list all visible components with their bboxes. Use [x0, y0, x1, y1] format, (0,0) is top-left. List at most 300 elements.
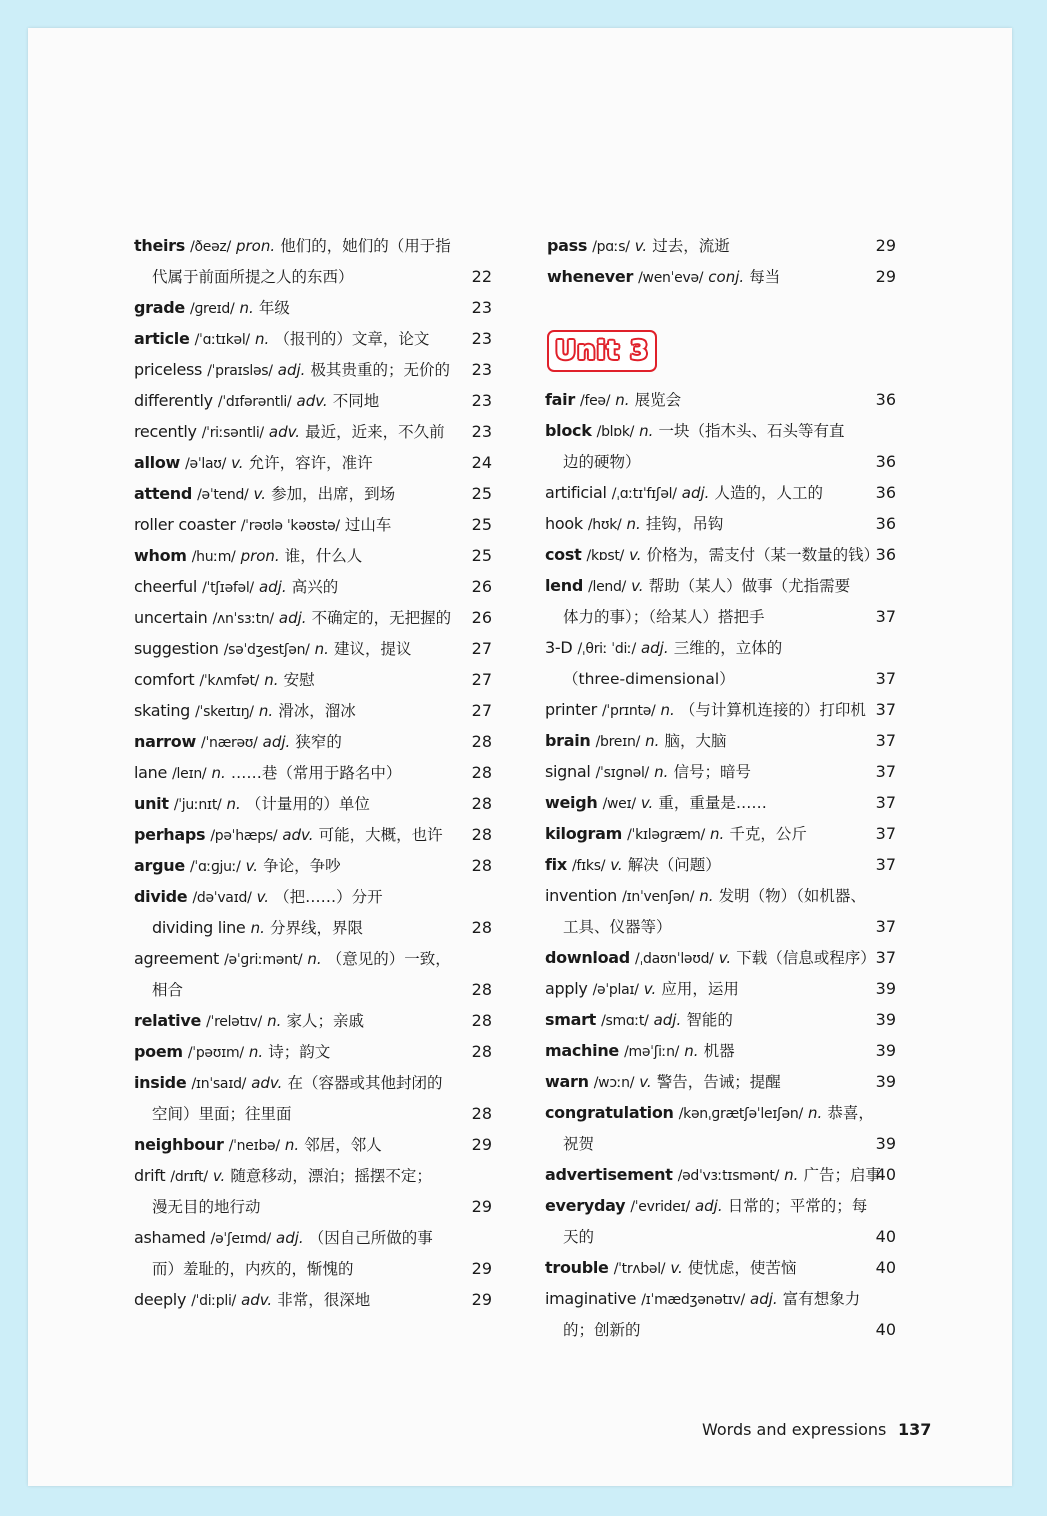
- definition: 相合: [152, 981, 184, 999]
- part-of-speech: adv.: [241, 1291, 273, 1309]
- definition: （与计算机连接的）打印机: [679, 701, 866, 719]
- page-ref: 37: [875, 607, 896, 626]
- part-of-speech: n.: [615, 391, 630, 409]
- definition: 他们的，她们的（用于指: [280, 237, 451, 255]
- entry-line: [545, 510, 723, 538]
- unit-heading-badge: [547, 330, 657, 372]
- phonetic: /kɒst/: [586, 548, 624, 564]
- phonetic: /əˈlaʊ/: [185, 456, 227, 472]
- definition: 诗；韵文: [268, 1043, 331, 1061]
- phonetic: /ˈjuːnɪt/: [173, 797, 222, 813]
- page-ref: 23: [471, 329, 492, 348]
- definition: 安慰: [283, 671, 315, 689]
- headword: uncertain: [134, 608, 208, 627]
- part-of-speech: v.: [631, 577, 644, 595]
- phonetic: /ˈevrideɪ/: [630, 1199, 690, 1215]
- phonetic: /huːm/: [191, 549, 236, 565]
- definition: 三维的，立体的: [673, 639, 783, 657]
- part-of-speech: v.: [643, 980, 657, 998]
- definition: （因自己所做的事: [308, 1229, 433, 1247]
- headword: artificial: [545, 483, 607, 502]
- headword: lane: [134, 763, 168, 782]
- page-ref: 39: [875, 1041, 896, 1060]
- entry-line: [545, 944, 876, 972]
- headword: warn: [545, 1072, 589, 1091]
- page-ref: 23: [471, 298, 492, 317]
- phonetic: /ˈtʃɪəfəl/: [202, 580, 254, 596]
- definition: 发明（物）（如机器、: [718, 887, 866, 905]
- headword: cost: [545, 545, 582, 564]
- definition: （计量用的）单位: [245, 795, 370, 813]
- headword: invention: [545, 886, 617, 905]
- definition: 展览会: [634, 391, 682, 409]
- part-of-speech: adv.: [282, 826, 314, 844]
- part-of-speech: n.: [250, 919, 265, 937]
- entry-line: [545, 851, 721, 879]
- headword: signal: [545, 762, 591, 781]
- headword: grade: [134, 298, 185, 317]
- definition: 信号；暗号: [673, 763, 751, 781]
- entry-line: [545, 1254, 796, 1282]
- definition: 家人；亲戚: [286, 1012, 364, 1030]
- headword: block: [545, 421, 592, 440]
- entry-line: [563, 1130, 594, 1158]
- definition: 可能，大概，也许: [318, 826, 443, 844]
- definition: 邻居，邻人: [304, 1136, 382, 1154]
- page-ref: 40: [875, 1227, 896, 1246]
- part-of-speech: conj.: [708, 268, 745, 286]
- definition: 体力的事）；（给某人）搭把手: [563, 608, 765, 626]
- entry-line: [545, 975, 739, 1003]
- entry-line: [547, 232, 730, 260]
- headword: ashamed: [134, 1228, 206, 1247]
- entry-line: [545, 1192, 867, 1220]
- page-ref: 26: [471, 577, 492, 596]
- part-of-speech: n.: [684, 1042, 699, 1060]
- part-of-speech: n.: [211, 764, 226, 782]
- definition: 应用，运用: [661, 980, 739, 998]
- definition: 滑冰，溜冰: [278, 702, 356, 720]
- page-ref: 29: [471, 1135, 492, 1154]
- entry-line: [563, 913, 672, 941]
- part-of-speech: adj.: [277, 361, 306, 379]
- page-ref: 25: [471, 546, 492, 565]
- part-of-speech: pron.: [235, 237, 276, 255]
- headword: article: [134, 329, 190, 348]
- definition: 最近，近来，不久前: [305, 423, 445, 441]
- headword: advertisement: [545, 1165, 673, 1184]
- part-of-speech: v.: [640, 794, 654, 812]
- definition: 工具、仪器等）: [563, 918, 672, 936]
- page-number: 137: [898, 1420, 932, 1439]
- part-of-speech: adj.: [278, 609, 307, 627]
- phonetic: /ðeəz/: [190, 239, 231, 255]
- phonetic: /səˈdʒestʃən/: [223, 642, 310, 658]
- definition: 空间）里面；往里面: [152, 1105, 292, 1123]
- part-of-speech: n.: [654, 763, 669, 781]
- definition: 千克，公斤: [729, 825, 807, 843]
- phonetic: /weɪ/: [602, 796, 636, 812]
- part-of-speech: n.: [626, 515, 641, 533]
- definition: 过山车: [344, 516, 392, 534]
- headword: kilogram: [545, 824, 623, 843]
- definition: 下载（信息或程序）: [736, 949, 876, 967]
- definition: 高兴的: [291, 578, 339, 596]
- part-of-speech: adj.: [653, 1011, 682, 1029]
- part-of-speech: v.: [610, 856, 623, 874]
- part-of-speech: n.: [226, 795, 241, 813]
- definition: 在（容器或其他封闭的: [287, 1074, 443, 1092]
- page-ref: 28: [471, 856, 492, 875]
- page-ref: 37: [875, 700, 896, 719]
- part-of-speech: adj.: [640, 639, 669, 657]
- entry-line: [545, 1006, 733, 1034]
- headword: narrow: [134, 732, 196, 751]
- phonetic: /dəˈvaɪd/: [192, 890, 252, 906]
- definition: 帮助（某人）做事（尤指需要: [648, 577, 851, 595]
- headword: drift: [134, 1166, 166, 1185]
- definition: 年级: [258, 299, 290, 317]
- headword: divide: [134, 887, 188, 906]
- part-of-speech: v.: [718, 949, 732, 967]
- part-of-speech: adj.: [258, 578, 287, 596]
- headword: 3-D: [545, 638, 573, 657]
- page-ref: 28: [471, 732, 492, 751]
- page-ref: 37: [875, 948, 896, 967]
- definition: 脑，大脑: [664, 732, 727, 750]
- page-ref: 36: [875, 452, 896, 471]
- part-of-speech: adv.: [251, 1074, 283, 1092]
- phonetic: /ɪˈmædʒənətɪv/: [641, 1292, 745, 1308]
- definition: 分界线，界限: [269, 919, 363, 937]
- part-of-speech: n.: [710, 825, 725, 843]
- phonetic: /wɔːn/: [593, 1075, 635, 1091]
- definition: 机器: [703, 1042, 735, 1060]
- entry-line: [545, 417, 845, 445]
- definition: 边的硬物）: [563, 453, 641, 471]
- definition: 谁，什么人: [284, 547, 363, 565]
- phonetic: /əˈɡriːmənt/: [224, 952, 303, 968]
- page-ref: 29: [471, 1290, 492, 1309]
- page-ref: 36: [875, 545, 896, 564]
- page-ref: 27: [471, 701, 492, 720]
- part-of-speech: n.: [267, 1012, 282, 1030]
- phonetic: /ədˈvɜːtɪsmənt/: [677, 1168, 780, 1184]
- part-of-speech: v.: [634, 237, 648, 255]
- part-of-speech: n.: [807, 1104, 823, 1122]
- entry-line: [545, 696, 866, 724]
- part-of-speech: n.: [639, 422, 654, 440]
- entry-line: [545, 572, 850, 600]
- headword: lend: [545, 576, 583, 595]
- definition: 漫无目的地行动: [152, 1198, 261, 1216]
- definition: 一块（指木头、石头等有直: [658, 422, 845, 440]
- page-ref: 29: [875, 267, 896, 286]
- definition: （把……）分开: [274, 888, 383, 906]
- phonetic: /ɪnˈvenʃən/: [622, 889, 695, 905]
- page-ref: 28: [471, 1042, 492, 1061]
- definition: （three-dimensional）: [563, 670, 735, 688]
- definition: 富有想象力: [782, 1290, 861, 1308]
- entry-line: [563, 603, 765, 631]
- phonetic: /ɪnˈsaɪd/: [191, 1076, 247, 1092]
- definition: 恭喜，: [827, 1104, 874, 1122]
- part-of-speech: n.: [248, 1043, 264, 1061]
- phonetic: /ˈneɪbə/: [228, 1138, 280, 1154]
- page-ref: 36: [875, 390, 896, 409]
- phonetic: /ˈprɪntə/: [602, 703, 656, 719]
- definition: 祝贺: [563, 1135, 595, 1153]
- phonetic: /feə/: [580, 393, 611, 409]
- phonetic: /ˌɑːtɪˈfɪʃəl/: [611, 486, 677, 502]
- definition: 参加，出席，到场: [271, 485, 396, 503]
- part-of-speech: adj.: [750, 1290, 778, 1308]
- phonetic: /hʊk/: [587, 517, 622, 533]
- part-of-speech: n.: [699, 887, 714, 905]
- definition: （报刊的）文章，论文: [274, 330, 430, 348]
- entry-line: [545, 1099, 874, 1127]
- page-ref: 37: [875, 855, 896, 874]
- phonetic: /blɒk/: [596, 424, 635, 440]
- page-ref: 29: [471, 1259, 492, 1278]
- page-ref: 26: [471, 608, 492, 627]
- phonetic: /breɪn/: [595, 734, 640, 750]
- headword: suggestion: [134, 639, 219, 658]
- page-ref: 37: [875, 762, 896, 781]
- headword: apply: [545, 979, 588, 998]
- page-ref: 24: [471, 453, 492, 472]
- part-of-speech: n.: [254, 330, 270, 348]
- headword: roller coaster: [134, 515, 236, 534]
- definition: 随意移动，漂泊；摇摆不定；: [230, 1167, 432, 1185]
- phonetic: /fɪks/: [571, 858, 606, 874]
- phonetic: /ˈpraɪsləs/: [207, 363, 273, 379]
- definition: 重，重量是……: [658, 794, 767, 812]
- page-ref: 37: [875, 669, 896, 688]
- entry-line: [545, 1285, 860, 1313]
- phonetic: /ˌdaʊnˈləʊd/: [635, 951, 714, 967]
- part-of-speech: adv.: [296, 392, 328, 410]
- definition: 智能的: [686, 1011, 733, 1029]
- entry-line: [545, 634, 782, 662]
- headword: imaginative: [545, 1289, 637, 1308]
- page-ref: 23: [471, 422, 492, 441]
- definition: 非常，很深地: [277, 1291, 371, 1309]
- headword: printer: [545, 700, 597, 719]
- phonetic: /pɑːs/: [592, 239, 630, 255]
- definition: 狭窄的: [295, 733, 342, 751]
- page-ref: 28: [471, 980, 492, 999]
- phonetic: /ˈsɪɡnəl/: [595, 765, 649, 781]
- part-of-speech: v.: [253, 485, 266, 503]
- headword: inside: [134, 1073, 187, 1092]
- headword: download: [545, 948, 630, 967]
- part-of-speech: n.: [314, 640, 329, 658]
- definition: 的；创新的: [563, 1321, 641, 1339]
- definition: 建议，提议: [334, 640, 412, 658]
- page-ref: 23: [471, 391, 492, 410]
- page-ref: 22: [471, 267, 492, 286]
- part-of-speech: v.: [629, 546, 642, 564]
- part-of-speech: adj.: [694, 1197, 723, 1215]
- part-of-speech: n.: [239, 299, 254, 317]
- entry-line: [545, 1037, 735, 1065]
- headword: unit: [134, 794, 169, 813]
- page-ref: 25: [471, 515, 492, 534]
- part-of-speech: adj.: [681, 484, 710, 502]
- definition: 使忧虑，使苦恼: [687, 1259, 797, 1277]
- phonetic: /ˈtrʌbəl/: [613, 1261, 666, 1277]
- part-of-speech: v.: [639, 1073, 652, 1091]
- headword: fix: [545, 855, 567, 874]
- page-ref: 39: [875, 1010, 896, 1029]
- footer-title: Words and expressions: [702, 1420, 887, 1439]
- page-ref: 29: [471, 1197, 492, 1216]
- page-ref: 39: [875, 1072, 896, 1091]
- definition: 解决（问题）: [627, 856, 721, 874]
- page-ref: 28: [471, 1011, 492, 1030]
- phonetic: /əˈʃeɪmd/: [210, 1231, 271, 1247]
- part-of-speech: v.: [256, 888, 270, 906]
- definition: 天的: [563, 1228, 595, 1246]
- page-ref: 25: [471, 484, 492, 503]
- phonetic: /ˈkʌmfət/: [199, 673, 260, 689]
- phonetic: /ˈnærəʊ/: [201, 735, 258, 751]
- phonetic: /ˈdɪfərəntli/: [217, 394, 292, 410]
- headword: fair: [545, 390, 575, 409]
- page-ref: 28: [471, 918, 492, 937]
- page: [28, 28, 1012, 1486]
- page-ref: 28: [471, 763, 492, 782]
- definition: 争论，争吵: [263, 857, 341, 875]
- part-of-speech: n.: [307, 950, 322, 968]
- headword: pass: [547, 236, 588, 255]
- phonetic: /ˌθriː ˈdiː/: [577, 641, 636, 657]
- part-of-speech: pron.: [240, 547, 280, 565]
- part-of-speech: n.: [284, 1136, 300, 1154]
- headword: whom: [134, 546, 187, 565]
- phonetic: /ˈrelətɪv/: [206, 1014, 262, 1030]
- entry-line: [545, 1161, 881, 1189]
- definition: 警告，告诫；提醒: [656, 1073, 781, 1091]
- part-of-speech: adj.: [262, 733, 291, 751]
- headword: hook: [545, 514, 583, 533]
- part-of-speech: n.: [660, 701, 675, 719]
- part-of-speech: n.: [258, 702, 274, 720]
- headword: agreement: [134, 949, 220, 968]
- entry-line: [545, 541, 879, 569]
- phonetic: /ˈɑːɡjuː/: [189, 859, 241, 875]
- page-ref: 37: [875, 917, 896, 936]
- headword: dividing line: [152, 918, 246, 937]
- entry-line: [545, 386, 681, 414]
- part-of-speech: v.: [231, 454, 244, 472]
- definition: 过去，流逝: [652, 237, 730, 255]
- headword: attend: [134, 484, 192, 503]
- right-column: [28, 28, 1012, 1486]
- headword: smart: [545, 1010, 597, 1029]
- definition: 日常的；平常的；每: [727, 1197, 868, 1215]
- definition: 价格为，需支付（某一数量的钱）: [646, 546, 880, 564]
- phonetic: /ˈkɪləɡræm/: [627, 827, 705, 843]
- part-of-speech: adj.: [276, 1229, 304, 1247]
- entry-line: [545, 727, 726, 755]
- phonetic: /ˈdiːpli/: [191, 1293, 236, 1309]
- entry-line: [545, 882, 866, 910]
- page-ref: 29: [875, 236, 896, 255]
- headword: neighbour: [134, 1135, 224, 1154]
- entry-line: [545, 1068, 781, 1096]
- phonetic: /drɪft/: [170, 1169, 208, 1185]
- definition: （意见的）一致，: [326, 950, 451, 968]
- definition: 而）羞耻的，内疚的，惭愧的: [152, 1260, 354, 1278]
- page-ref: 36: [875, 514, 896, 533]
- part-of-speech: n.: [645, 732, 660, 750]
- entry-line: [547, 263, 780, 291]
- phonetic: /ɡreɪd/: [190, 301, 235, 317]
- headword: trouble: [545, 1258, 609, 1277]
- page-ref: 40: [875, 1165, 896, 1184]
- headword: relative: [134, 1011, 202, 1030]
- page-ref: 39: [875, 979, 896, 998]
- definition: 不同地: [332, 392, 380, 410]
- headword: perhaps: [134, 825, 206, 844]
- part-of-speech: v.: [212, 1167, 226, 1185]
- entry-line: [545, 789, 767, 817]
- page-ref: 23: [471, 360, 492, 379]
- part-of-speech: v.: [670, 1259, 683, 1277]
- phonetic: /ˈskeɪtɪŋ/: [195, 704, 254, 720]
- phonetic: /ˈrəʊlə ˈkəʊstə/: [240, 518, 340, 534]
- phonetic: /leɪn/: [172, 766, 207, 782]
- headword: recently: [134, 422, 197, 441]
- definition: 每当: [749, 268, 781, 286]
- phonetic: /əˈplaɪ/: [592, 982, 639, 998]
- phonetic: /smɑːt/: [601, 1013, 649, 1029]
- definition: 人造的，人工的: [714, 484, 824, 502]
- page-ref: 37: [875, 731, 896, 750]
- entry-line: [545, 820, 807, 848]
- entry-line: [563, 1316, 641, 1344]
- page-ref: 37: [875, 824, 896, 843]
- phonetic: /wenˈevə/: [638, 270, 704, 286]
- headword: brain: [545, 731, 591, 750]
- definition: ……巷（常用于路名中）: [230, 764, 402, 782]
- phonetic: /ʌnˈsɜːtn/: [212, 611, 274, 627]
- unit-heading: Unit 3: [554, 336, 650, 366]
- phonetic: /əˈtend/: [197, 487, 249, 503]
- headword: poem: [134, 1042, 183, 1061]
- headword: cheerful: [134, 577, 198, 596]
- part-of-speech: n.: [264, 671, 279, 689]
- headword: weigh: [545, 793, 598, 812]
- definition: 挂钩，吊钩: [645, 515, 724, 533]
- page-ref: 27: [471, 670, 492, 689]
- definition: 极其贵重的；无价的: [310, 361, 451, 379]
- definition: 广告；启事: [803, 1166, 881, 1184]
- page-ref: 27: [471, 639, 492, 658]
- headword: deeply: [134, 1290, 187, 1309]
- headword: skating: [134, 701, 191, 720]
- page-ref: 40: [875, 1258, 896, 1277]
- phonetic: /ˈɑːtɪkəl/: [194, 332, 250, 348]
- phonetic: /lend/: [588, 579, 626, 595]
- headword: allow: [134, 453, 181, 472]
- page-ref: 37: [875, 793, 896, 812]
- definition: 允许，容许，准许: [248, 454, 373, 472]
- entry-line: [563, 1223, 594, 1251]
- entry-line: [563, 665, 735, 693]
